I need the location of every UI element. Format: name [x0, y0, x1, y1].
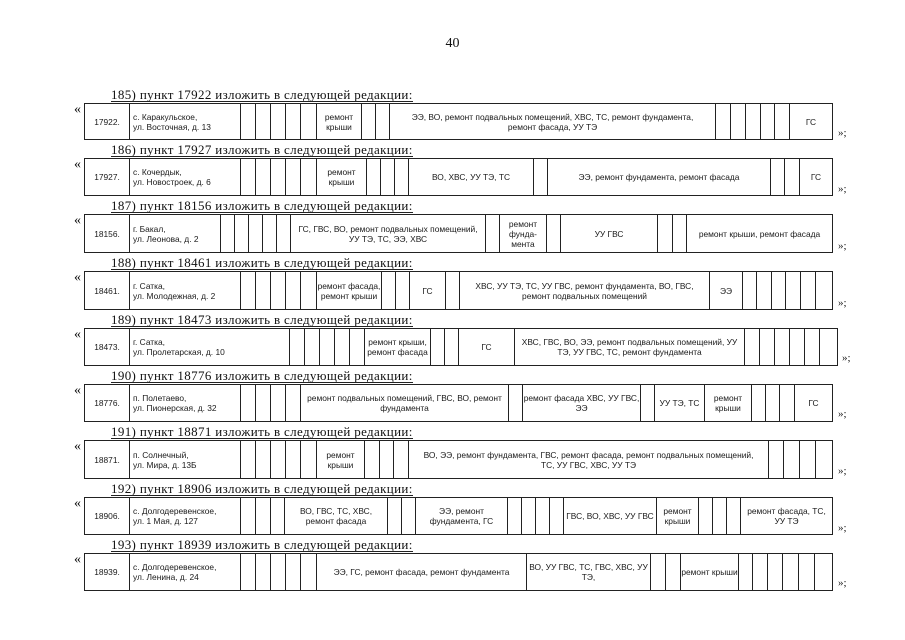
item-number: 18939. — [85, 554, 130, 590]
entry-heading: 188) пункт 18461 изложить в следующей редакции: — [111, 255, 413, 270]
closing-quote: »; — [838, 577, 847, 589]
table-row — [84, 158, 833, 196]
opening-quote: « — [74, 327, 81, 342]
opening-quote: « — [74, 213, 81, 228]
empty-cell — [785, 159, 800, 195]
work-cell: ремонт крыши — [317, 104, 362, 139]
empty-cell — [290, 329, 305, 365]
entry-heading: 189) пункт 18473 изложить в следующей редакции: — [111, 312, 413, 327]
entry-heading: 191) пункт 18871 изложить в следующей редакции: — [111, 424, 413, 439]
empty-cell — [301, 104, 317, 139]
empty-cell — [536, 498, 550, 534]
empty-cell — [271, 385, 286, 421]
empty-cell — [396, 272, 410, 309]
empty-cell — [768, 554, 783, 590]
empty-cell — [746, 104, 761, 139]
work-cell: ХВС, УУ ТЭ, ТС, УУ ГВС, ремонт фундамента, ВО, ГВС, ремонт подвальных помещений — [460, 272, 710, 309]
item-number: 18156. — [85, 215, 130, 252]
empty-cell — [547, 215, 561, 252]
item-number: 18871. — [85, 441, 130, 478]
empty-cell — [775, 104, 790, 139]
empty-cell — [241, 498, 256, 534]
opening-quote: « — [74, 383, 81, 398]
empty-cell — [301, 441, 317, 478]
empty-cell — [508, 498, 522, 534]
empty-cell — [380, 441, 394, 478]
work-cell: ремонт крыши — [317, 159, 367, 195]
empty-cell — [805, 329, 820, 365]
empty-cell — [241, 159, 256, 195]
opening-quote: « — [74, 270, 81, 285]
closing-quote: »; — [838, 240, 847, 252]
work-cell: ГС — [805, 116, 817, 127]
empty-cell — [651, 554, 666, 590]
table-row — [84, 384, 833, 422]
empty-cell — [241, 554, 256, 590]
empty-cell — [320, 329, 335, 365]
empty-cell — [752, 385, 766, 421]
empty-cell — [256, 441, 271, 478]
empty-cell — [271, 554, 286, 590]
work-cell: ремонт крыши, ремонт фасада — [365, 329, 431, 365]
closing-quote: »; — [838, 465, 847, 477]
work-cell: ГС — [810, 172, 822, 182]
empty-cell — [256, 272, 271, 309]
empty-cell — [335, 329, 350, 365]
opening-quote: « — [74, 496, 81, 511]
empty-cell — [286, 385, 301, 421]
empty-cell — [301, 159, 317, 195]
work-cell: ГС — [808, 398, 819, 408]
work-cell: ремонт фасада ХВС, УУ ГВС, ЭЭ — [523, 385, 641, 421]
item-number: 18461. — [85, 272, 130, 309]
closing-quote: »; — [838, 297, 847, 309]
opening-quote: « — [74, 439, 81, 454]
empty-cell — [381, 159, 395, 195]
opening-quote: « — [74, 102, 81, 117]
work-cell: ЭЭ — [710, 272, 743, 309]
empty-cell — [760, 329, 775, 365]
empty-cell — [271, 104, 286, 139]
table-row — [84, 328, 838, 366]
closing-quote: »; — [838, 408, 847, 420]
empty-cell — [241, 104, 256, 139]
empty-cell — [221, 215, 235, 252]
work-cell: ремонт крыши — [317, 441, 365, 478]
work-cell: ГС — [459, 329, 515, 365]
empty-cell — [534, 159, 548, 195]
empty-cell — [241, 272, 256, 309]
work-cell: УУ ГВС — [561, 215, 658, 252]
work-cell: ХВС, ГВС, ВО, ЭЭ, ремонт подвальных помещений, УУ ТЭ, УУ ГВС, ТС, ремонт фундамента — [515, 329, 745, 365]
empty-cell — [249, 215, 263, 252]
opening-quote: « — [74, 552, 81, 567]
empty-cell — [766, 385, 780, 421]
empty-cell — [388, 498, 402, 534]
work-cell: ЭЭ, ремонт фундамента, ГС — [416, 498, 508, 534]
address-cell: г. Сатка, ул. Молодежная, д. 2 — [130, 272, 241, 309]
work-cell: ЭЭ, ВО, ремонт подвальных помещений, ХВС, ТС, ремонт фундамента, ремонт фасада, УУ ТЭ — [390, 104, 716, 139]
closing-quote: »; — [838, 522, 847, 534]
work-cell: ГС — [410, 272, 446, 309]
empty-cell — [673, 215, 687, 252]
empty-cell — [286, 554, 301, 590]
empty-cell — [446, 272, 460, 309]
empty-cell — [277, 215, 291, 252]
address-cell: г. Сатка, ул. Пролетарская, д. 10 — [130, 329, 290, 365]
empty-cell — [263, 215, 277, 252]
closing-quote: »; — [838, 183, 847, 195]
work-cell: ремонт фасада, ТС, УУ ТЭ — [747, 506, 826, 526]
empty-cell — [367, 159, 381, 195]
empty-cell — [816, 272, 832, 309]
work-cell: ВО, УУ ГВС, ТС, ГВС, ХВС, УУ ТЭ, — [527, 554, 651, 590]
empty-cell — [815, 554, 832, 590]
item-number: 17927. — [85, 159, 130, 195]
empty-cell — [727, 498, 741, 534]
closing-quote: »; — [838, 127, 847, 139]
empty-cell — [402, 498, 416, 534]
work-cell: ремонт фунда-мента — [500, 215, 547, 252]
empty-cell — [743, 272, 757, 309]
empty-cell — [820, 329, 837, 365]
empty-cell — [286, 159, 301, 195]
opening-quote: « — [74, 157, 81, 172]
empty-cell — [816, 441, 832, 478]
empty-cell — [753, 554, 768, 590]
item-number: 18776. — [85, 385, 130, 421]
empty-cell — [256, 159, 271, 195]
empty-cell — [445, 329, 459, 365]
empty-cell — [365, 441, 380, 478]
empty-cell — [522, 498, 536, 534]
empty-cell — [786, 272, 801, 309]
empty-cell — [761, 104, 775, 139]
empty-cell — [256, 554, 271, 590]
item-number: 18473. — [85, 329, 130, 365]
item-number: 17922. — [85, 104, 130, 139]
empty-cell — [699, 498, 713, 534]
work-cell: ЭЭ, ГС, ремонт фасада, ремонт фундамента — [317, 554, 527, 590]
empty-cell — [305, 329, 320, 365]
empty-cell — [256, 498, 271, 534]
page-number: 40 — [445, 36, 460, 51]
empty-cell — [716, 104, 731, 139]
address-cell: п. Солнечный, ул. Мира, д. 13Б — [130, 441, 241, 478]
address-cell: п. Полетаево, ул. Пионерская, д. 32 — [130, 385, 241, 421]
empty-cell — [550, 498, 564, 534]
entry-heading: 187) пункт 18156 изложить в следующей редакции: — [111, 198, 413, 213]
table-row — [84, 553, 833, 591]
empty-cell — [757, 272, 772, 309]
empty-cell — [486, 215, 500, 252]
table-row — [84, 214, 833, 253]
empty-cell — [783, 554, 799, 590]
work-cell: ВО, ЭЭ, ремонт фундамента, ГВС, ремонт фасада, ремонт подвальных помещений, ТС, УУ ГВС, ХВС, УУ ТЭ — [409, 441, 769, 478]
work-cell: ремонт крыши — [681, 554, 739, 590]
work-cell: ЭЭ, ремонт фундамента, ремонт фасада — [548, 159, 771, 195]
work-cell: ремонт крыши — [657, 498, 699, 534]
entry-heading: 185) пункт 17922 изложить в следующей редакции: — [111, 87, 413, 102]
empty-cell — [739, 554, 753, 590]
entry-heading: 193) пункт 18939 изложить в следующей редакции: — [111, 537, 413, 552]
empty-cell — [641, 385, 655, 421]
work-cell: ремонт фасада, ремонт крыши — [317, 272, 382, 309]
address-cell: с. Каракульское, ул. Восточная, д. 13 — [130, 104, 241, 139]
empty-cell — [780, 385, 795, 421]
work-cell: ремонт подвальных помещений, ГВС, ВО, ремонт фундамента — [301, 385, 509, 421]
empty-cell — [301, 554, 317, 590]
work-cell: ремонт крыши, ремонт фасада — [698, 228, 821, 239]
empty-cell — [256, 104, 271, 139]
empty-cell — [376, 104, 390, 139]
empty-cell — [286, 441, 301, 478]
empty-cell — [799, 554, 815, 590]
entry-heading: 190) пункт 18776 изложить в следующей редакции: — [111, 368, 413, 383]
address-cell: с. Долгодеревенское, ул. Ленина, д. 24 — [130, 554, 241, 590]
empty-cell — [301, 272, 317, 309]
empty-cell — [286, 272, 301, 309]
table-row — [84, 497, 833, 535]
empty-cell — [790, 329, 805, 365]
table-row — [84, 440, 833, 479]
empty-cell — [772, 272, 786, 309]
empty-cell — [666, 554, 681, 590]
empty-cell — [745, 329, 760, 365]
empty-cell — [731, 104, 746, 139]
empty-cell — [801, 272, 816, 309]
empty-cell — [769, 441, 784, 478]
empty-cell — [800, 441, 816, 478]
empty-cell — [395, 159, 409, 195]
empty-cell — [271, 498, 285, 534]
empty-cell — [431, 329, 445, 365]
empty-cell — [382, 272, 396, 309]
address-cell: с. Долгодеревенское, ул. 1 Мая, д. 127 — [130, 498, 241, 534]
empty-cell — [771, 159, 785, 195]
address-cell: с. Кочердык, ул. Новостроек, д. 6 — [130, 159, 241, 195]
empty-cell — [271, 441, 286, 478]
empty-cell — [241, 441, 256, 478]
empty-cell — [658, 215, 673, 252]
table-row — [84, 103, 833, 140]
work-cell: ремонт крыши — [705, 385, 752, 421]
empty-cell — [784, 441, 800, 478]
empty-cell — [241, 385, 256, 421]
entry-heading: 186) пункт 17927 изложить в следующей редакции: — [111, 142, 413, 157]
empty-cell — [362, 104, 376, 139]
empty-cell — [235, 215, 249, 252]
item-number: 18906. — [85, 498, 130, 534]
empty-cell — [256, 385, 271, 421]
work-cell: ГС, ГВС, ВО, ремонт подвальных помещений, УУ ТЭ, ТС, ЭЭ, ХВС — [291, 215, 486, 252]
empty-cell — [271, 159, 286, 195]
work-cell: ВО, ХВС, УУ ТЭ, ТС — [409, 159, 534, 195]
empty-cell — [350, 329, 365, 365]
work-cell: УУ ТЭ, ТС — [655, 385, 705, 421]
table-row — [84, 271, 833, 310]
work-cell: ВО, ГВС, ТС, ХВС, ремонт фасада — [285, 498, 388, 534]
empty-cell — [713, 498, 727, 534]
empty-cell — [394, 441, 409, 478]
empty-cell — [286, 104, 301, 139]
empty-cell — [271, 272, 286, 309]
work-cell: ГВС, ВО, ХВС, УУ ГВС — [564, 498, 657, 534]
address-cell: г. Бакал, ул. Леонова, д. 2 — [130, 215, 221, 252]
entry-heading: 192) пункт 18906 изложить в следующей редакции: — [111, 481, 413, 496]
empty-cell — [509, 385, 523, 421]
closing-quote: »; — [842, 352, 851, 364]
empty-cell — [775, 329, 790, 365]
